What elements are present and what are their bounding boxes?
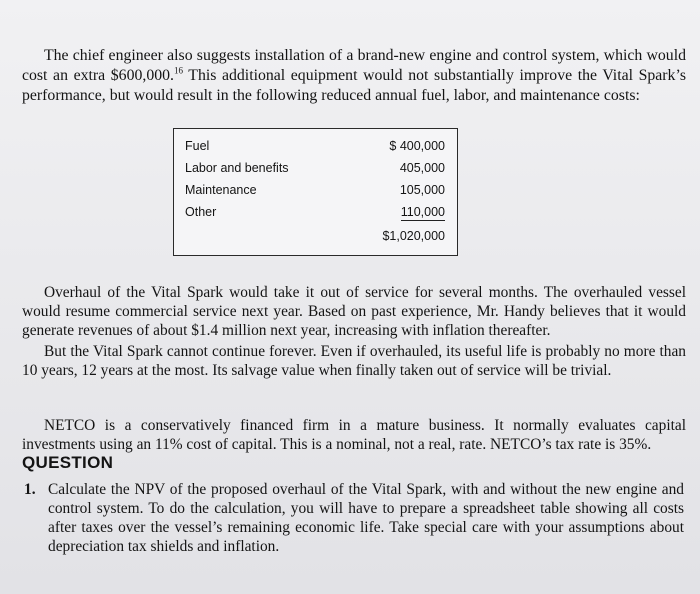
question-heading: QUESTION: [22, 453, 114, 472]
cost-label: Maintenance: [185, 183, 257, 197]
cost-total: $1,020,000: [382, 229, 445, 243]
cost-row-labor: [174, 159, 457, 179]
cost-table: [173, 128, 458, 256]
cost-amount-underlined: 110,000: [400, 205, 445, 219]
cost-amount: 105,000: [399, 183, 445, 197]
paragraph-netco: NETCO is a conservatively financed firm in a mature business. It normally evaluates capital investments using an 11% cost of capital. This is a nominal, not a real, rate. NETCO’s tax rate is 35%.: [22, 417, 686, 454]
cost-label: Fuel: [185, 139, 210, 153]
cost-row-total: [174, 227, 457, 247]
cost-amount: $ 400,000: [389, 139, 445, 153]
cost-amount: [355, 205, 445, 219]
cost-label: Labor and benefits: [185, 161, 289, 175]
cost-row-maintenance: [174, 181, 457, 201]
cost-row-other: [174, 203, 457, 223]
cost-amount: 405,000: [399, 161, 445, 175]
cost-row-fuel: [174, 137, 457, 157]
paragraph-useful-life: But the Vital Spark cannot continue forever. Even if overhauled, its useful life is probably no more than 10 years, 12 years at the most. Its salvage value when finally taken out of service will be trivial.: [22, 343, 686, 380]
footnote-marker: 16: [173, 65, 183, 76]
paragraph-engine-suggestion: [22, 46, 686, 106]
question-number: 1.: [24, 481, 36, 498]
paragraph-text: The chief engineer also suggests installation of a brand-new engine and control system, which would cost an extra $600,000.: [22, 46, 686, 84]
paragraph-overhaul: Overhaul of the Vital Spark would take it out of service for several months. The overhauled vessel would resume commercial service next year. Based on past experience, Mr. Handy believes that it would generate revenues of about $1.4 million next year, increasing with inflation thereafter.: [22, 284, 686, 340]
paragraph-text-cont: This additional equipment would not substantially improve the Vital Spark’s performance, but would result in the following reduced annual fuel, labor, and maintenance costs:: [22, 66, 686, 104]
cost-label: Other: [185, 205, 217, 219]
question-text: Calculate the NPV of the proposed overhaul of the Vital Spark, with and without the new engine and control system. To do the calculation, you will have to prepare a spreadsheet table showing all costs after taxes over the vessel’s remaining economic life. Take special care with your assumptions about depreciation tax shields and inflation.: [48, 481, 684, 555]
